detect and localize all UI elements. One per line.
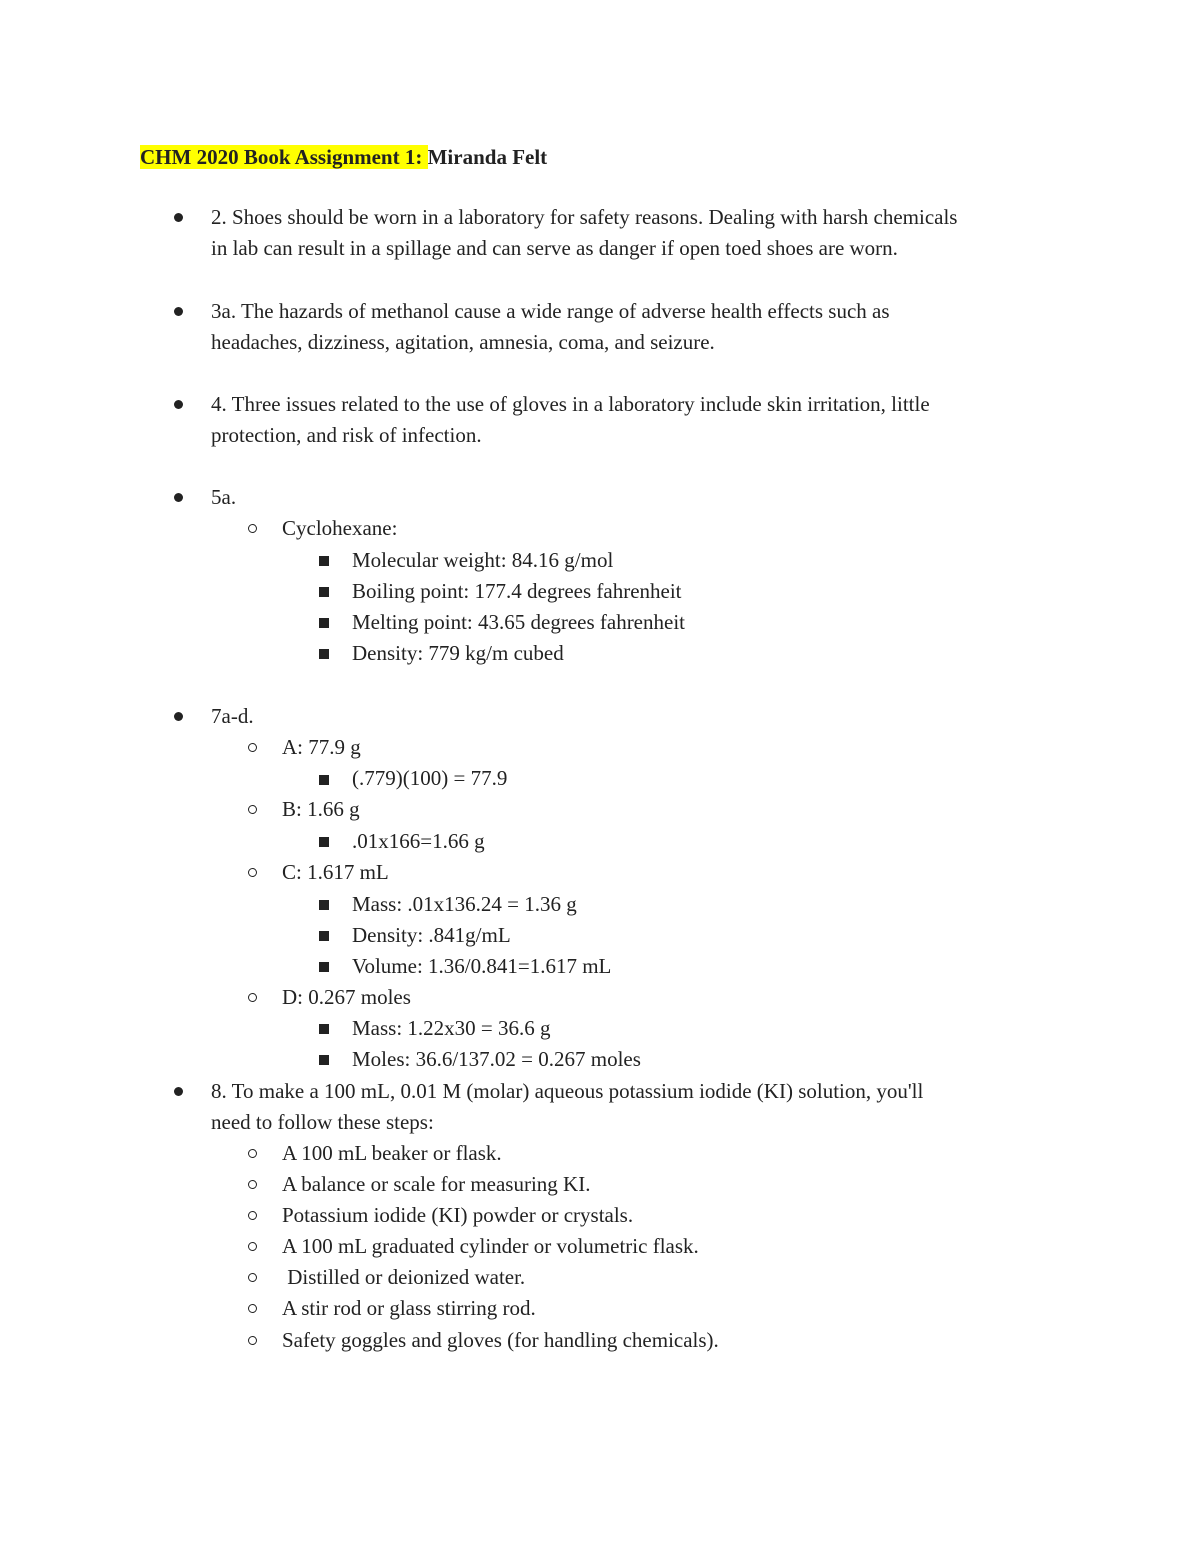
bullet-square [319,649,329,659]
q8-item: Distilled or deionized water. [282,1265,526,1289]
bullet-circle [248,743,257,752]
title-highlighted: CHM 2020 Book Assignment 1: [140,145,428,169]
bullet-square [319,931,329,941]
bullet-circle [248,1273,257,1282]
q7-answer-a: A: 77.9 g [282,735,361,759]
bullet-square [319,587,329,597]
q4-line2: protection, and risk of infection. [211,423,482,447]
bullet-square [319,1024,329,1034]
q7-answer-b: B: 1.66 g [282,797,360,821]
bullet-square [319,618,329,628]
q5a-prop: Density: 779 kg/m cubed [352,641,564,665]
bullet-dot [174,307,183,316]
q7-work-b: .01x166=1.66 g [352,829,485,853]
q7-work-d: Mass: 1.22x30 = 36.6 g [352,1016,551,1040]
bullet-circle [248,524,257,533]
bullet-dot [174,493,183,502]
q2-line1: 2. Shoes should be worn in a laboratory for safety reasons. Dealing with harsh chemicals [211,205,958,229]
bullet-circle [248,1242,257,1251]
q7-work-d: Moles: 36.6/137.02 = 0.267 moles [352,1047,641,1071]
bullet-square [319,556,329,566]
bullet-square [319,900,329,910]
q7-label: 7a-d. [211,704,254,728]
bullet-circle [248,805,257,814]
bullet-circle [248,1180,257,1189]
q8-line2: need to follow these steps: [211,1110,434,1134]
q7-answer-d: D: 0.267 moles [282,985,411,1009]
bullet-square [319,1055,329,1065]
q5a-prop: Molecular weight: 84.16 g/mol [352,548,614,572]
bullet-square [319,962,329,972]
bullet-dot [174,712,183,721]
q2-line2: in lab can result in a spillage and can serve as danger if open toed shoes are worn. [211,236,898,260]
q5a-label: 5a. [211,485,237,509]
bullet-circle [248,1211,257,1220]
q8-item: A stir rod or glass stirring rod. [282,1296,536,1320]
document-title [140,142,547,172]
q5a-compound: Cyclohexane: [282,516,398,540]
q3a-line1: 3a. The hazards of methanol cause a wide range of adverse health effects such as [211,299,890,323]
q8-item: Potassium iodide (KI) powder or crystals. [282,1203,634,1227]
bullet-dot [174,213,183,222]
q8-item: A 100 mL beaker or flask. [282,1141,502,1165]
bullet-circle [248,1336,257,1345]
bullet-circle [248,1149,257,1158]
q7-work-a: (.779)(100) = 77.9 [352,766,508,790]
q7-work-c: Mass: .01x136.24 = 1.36 g [352,892,577,916]
bullet-circle [248,993,257,1002]
q5a-prop: Melting point: 43.65 degrees fahrenheit [352,610,685,634]
bullet-circle [248,868,257,877]
q8-line1: 8. To make a 100 mL, 0.01 M (molar) aqueous potassium iodide (KI) solution, you'll [211,1079,924,1103]
q4-line1: 4. Three issues related to the use of gloves in a laboratory include skin irritation, little [211,392,930,416]
q5a-prop: Boiling point: 177.4 degrees fahrenheit [352,579,682,603]
q7-work-c: Volume: 1.36/0.841=1.617 mL [352,954,612,978]
title-author: Miranda Felt [427,145,548,169]
bullet-dot [174,1087,183,1096]
bullet-dot [174,400,183,409]
bullet-square [319,775,329,785]
q8-item: Safety goggles and gloves (for handling chemicals). [282,1328,719,1352]
bullet-square [319,837,329,847]
q8-item: A 100 mL graduated cylinder or volumetric flask. [282,1234,699,1258]
q7-answer-c: C: 1.617 mL [282,860,389,884]
q3a-line2: headaches, dizziness, agitation, amnesia, coma, and seizure. [211,330,715,354]
q8-item: A balance or scale for measuring KI. [282,1172,591,1196]
bullet-circle [248,1304,257,1313]
q7-work-c: Density: .841g/mL [352,923,511,947]
